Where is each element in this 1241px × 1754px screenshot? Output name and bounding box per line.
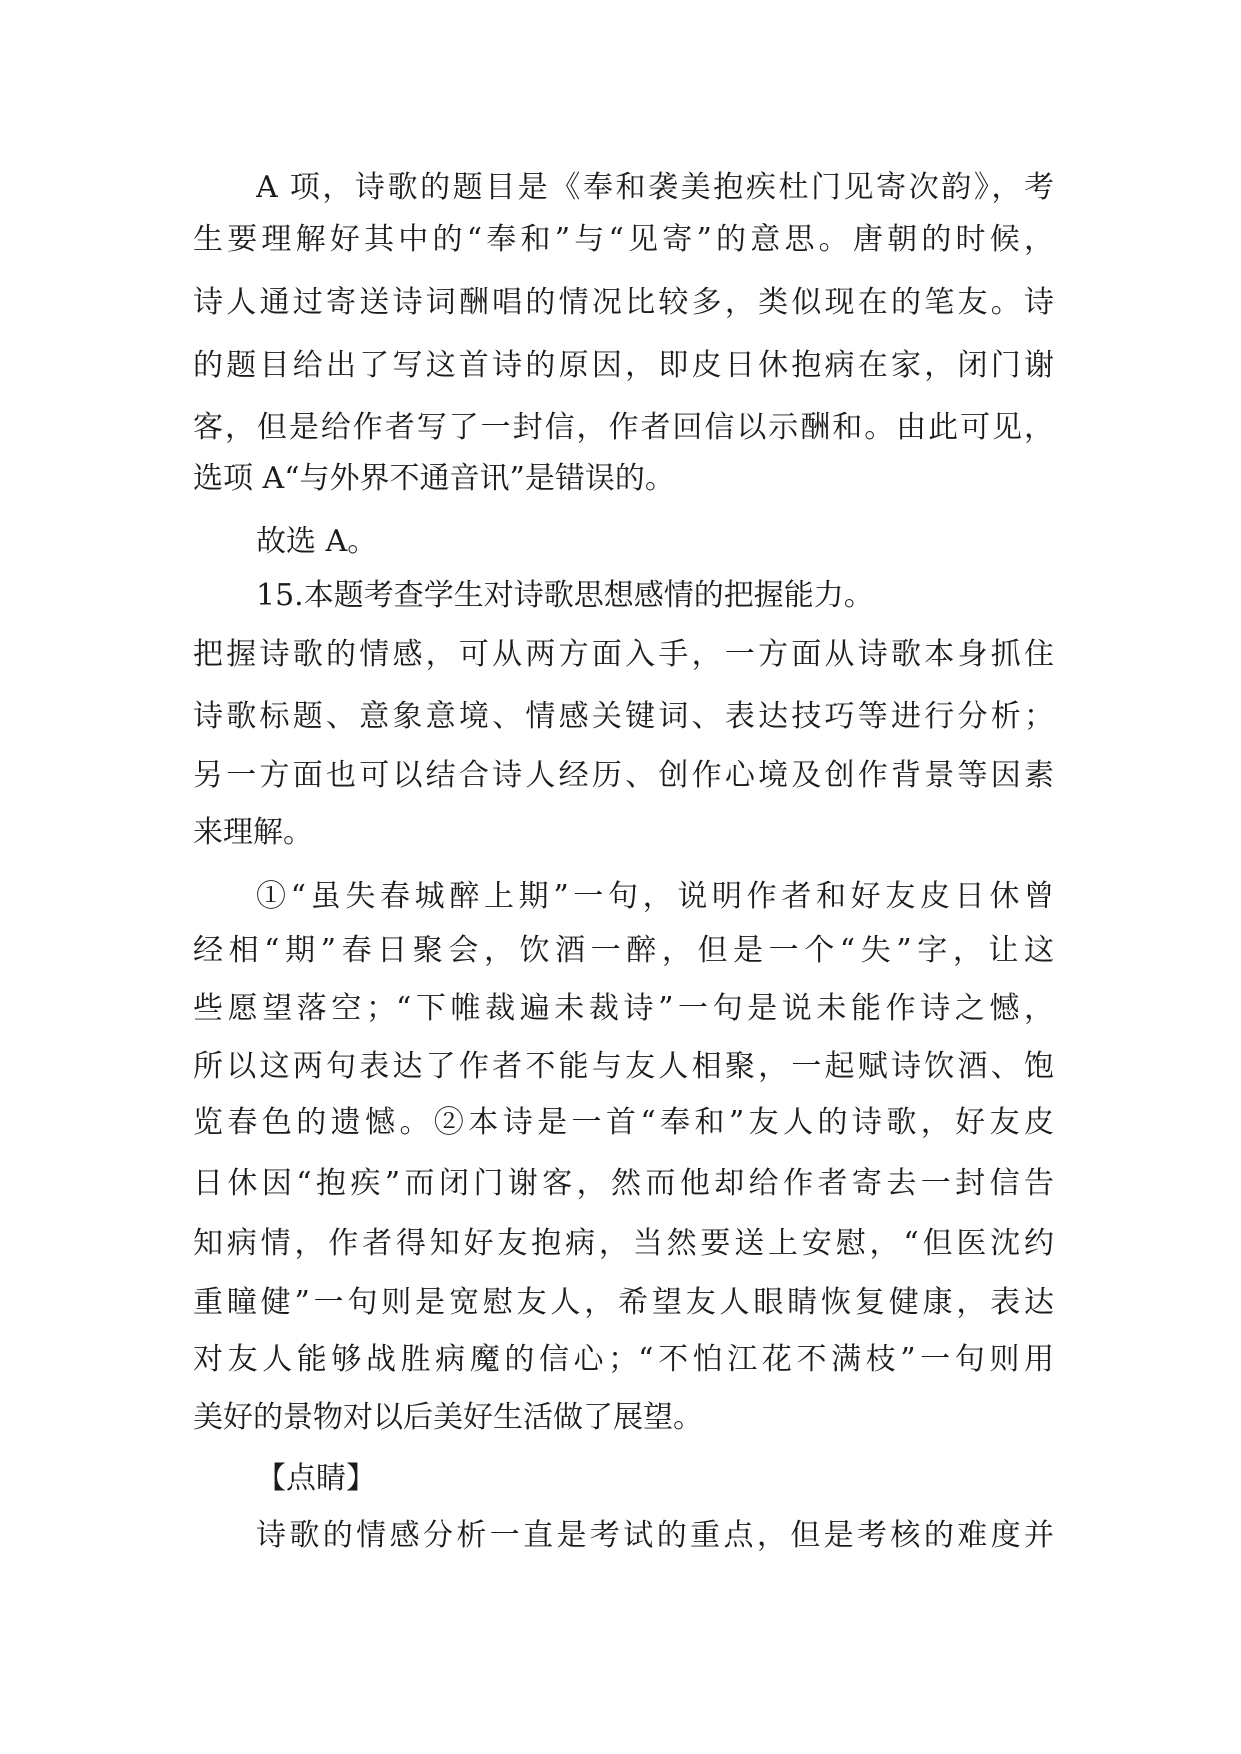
text-line: 客，但是给作者写了一封信，作者回信以示酬和。由此可见， <box>193 410 1054 445</box>
text-line: 对友人能够战胜病魔的信心；“不怕江花不满枝”一句则用 <box>193 1342 1054 1377</box>
text-line: 览春色的遗憾。②本诗是一首“奉和”友人的诗歌，好友皮 <box>193 1105 1054 1140</box>
text-line: 诗人通过寄送诗词酬唱的情况比较多，类似现在的笔友。诗 <box>193 285 1054 320</box>
text-line: 日休因“抱疾”而闭门谢客，然而他却给作者寄去一封信告 <box>193 1166 1054 1201</box>
text-line: 经相“期”春日聚会，饮酒一醉，但是一个“失”字，让这 <box>193 933 1054 968</box>
text-line: 生要理解好其中的“奉和”与“见寄”的意思。唐朝的时候， <box>193 222 1054 257</box>
text-line: 美好的景物对以后美好生活做了展望。 <box>193 1400 703 1435</box>
text-line: 知病情，作者得知好友抱病，当然要送上安慰，“但医沈约 <box>193 1226 1054 1261</box>
text-line: 来理解。 <box>193 815 313 850</box>
text-line: 所以这两句表达了作者不能与友人相聚，一起赋诗饮酒、饱 <box>193 1049 1054 1084</box>
text-line: 重瞳健”一句则是宽慰友人，希望友人眼睛恢复健康，表达 <box>193 1285 1054 1320</box>
text-line: A 项，诗歌的题目是《奉和袭美抱疾杜门见寄次韵》，考 <box>256 170 1054 205</box>
text-line: 选项 A“与外界不通音讯”是错误的。 <box>193 461 675 496</box>
tip-heading: 【点睛】 <box>256 1461 376 1496</box>
text-line: 诗歌的情感分析一直是考试的重点，但是考核的难度并 <box>256 1518 1054 1553</box>
text-line: 把握诗歌的情感，可从两方面入手，一方面从诗歌本身抓住 <box>193 637 1054 672</box>
text-line: ①“虽失春城醉上期”一句，说明作者和好友皮日休曾 <box>256 879 1054 914</box>
answer-line: 故选 A。 <box>256 524 378 559</box>
text-line: 另一方面也可以结合诗人经历、创作心境及创作背景等因素 <box>193 758 1054 793</box>
text-line: 的题目给出了写这首诗的原因，即皮日休抱病在家，闭门谢 <box>193 348 1054 383</box>
text-line: 诗歌标题、意象意境、情感关键词、表达技巧等进行分析； <box>193 699 1054 734</box>
question-lead-line: 15.本题考查学生对诗歌思想感情的把握能力。 <box>256 578 874 613</box>
text-line: 些愿望落空；“下帷裁遍未裁诗”一句是说未能作诗之憾， <box>193 991 1054 1026</box>
